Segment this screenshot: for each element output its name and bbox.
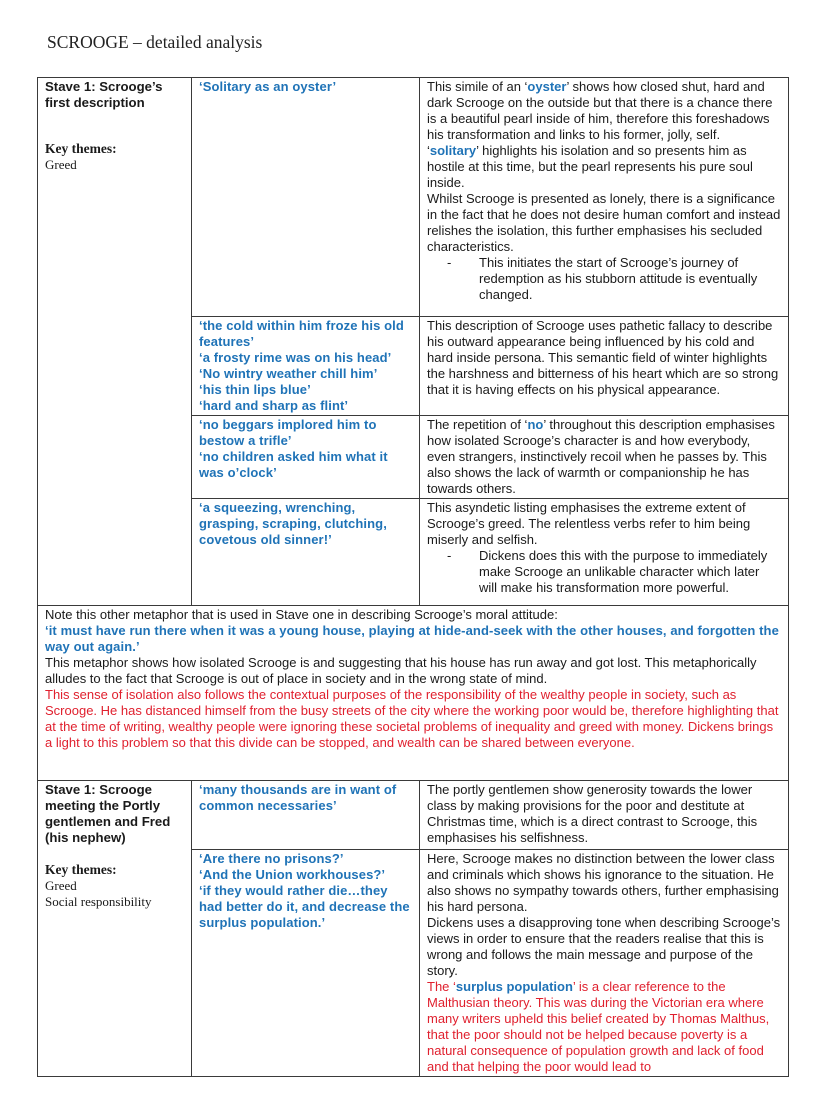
quote: ‘if they would rather die…they had better do it, and decrease the surplus population.’ <box>199 883 410 930</box>
stave-title: Stave 1: Scrooge meeting the Portly gentlemen and Fred (his nephew) <box>45 782 171 845</box>
analysis-paragraph: This asyndetic listing emphasises the extreme extent of Scrooge’s greed. The relentless verbs refer to him being miserly and selfish. <box>427 500 751 547</box>
quote: ‘Are there no prisons?’ <box>199 851 344 866</box>
analysis-cell <box>420 416 789 499</box>
note-analysis: This metaphor shows how isolated Scrooge is and suggesting that his house has run away and got lost. This metaphorically alludes to the fact that Scrooge is out of place in society and in the wrong state of mind. <box>45 655 757 686</box>
bullet-text: This initiates the start of Scrooge’s journey of redemption as his stubborn attitude is eventually changed. <box>479 255 758 302</box>
note-cell <box>38 606 789 781</box>
text: ’ throughout this description emphasises how isolated Scrooge’s character is and how everybody, even strangers, instinctively recoil when he passes by. This also shows the lack of warmth or companionship he has towards others. <box>427 417 775 496</box>
quote: ‘no children asked him what it was o’clock’ <box>199 449 388 480</box>
table-row <box>38 606 789 781</box>
section-header-cell <box>38 78 192 606</box>
analysis-cell <box>420 317 789 416</box>
key-theme: Greed <box>45 878 77 893</box>
note-intro: Note this other metaphor that is used in Stave one in describing Scrooge’s moral attitude: <box>45 607 558 622</box>
quote: ‘No wintry weather chill him’ <box>199 366 378 381</box>
text: ’ shows how closed shut, hard and dark Scrooge on the outside but that there is a chance there is a beautiful pearl inside of him, therefore this foreshadows his transformation and links to his former, jolly, self. <box>427 79 773 142</box>
text: This simile of an ‘ <box>427 79 528 94</box>
quote-cell <box>192 499 420 606</box>
key-theme: Social responsibility <box>45 894 152 909</box>
quote: ‘many thousands are in want of common necessaries’ <box>199 782 397 813</box>
text: The repetition of ‘ <box>427 417 528 432</box>
highlighted-quote: oyster <box>527 79 567 94</box>
analysis-paragraph <box>427 417 781 497</box>
quote: ‘a squeezing, wrenching, grasping, scraping, clutching, covetous old sinner!’ <box>199 500 387 547</box>
text: ’ highlights his isolation and so presents him as hostile at this time, but the pearl represents his pure soul inside. <box>427 143 753 190</box>
bullet-point <box>427 548 781 596</box>
table-row <box>38 781 789 850</box>
quote: ‘the cold within him froze his old features’ <box>199 318 404 349</box>
note-context: This sense of isolation also follows the contextual purposes of the responsibility of the wealthy people in society, such as Scrooge. He has distanced himself from the busy streets of the city where the working poor would be, therefore highlighting that at the time of writing, wealthy people were ignoring these societal problems of inequality and greed with money. Dickens brings a light to this problem so that this divide can be stopped, and wealth can be shared between everyone. <box>45 687 779 750</box>
analysis-cell <box>420 78 789 317</box>
quote: ‘hard and sharp as flint’ <box>199 398 349 413</box>
table-row <box>38 78 789 317</box>
document-title: SCROOGE – detailed analysis <box>47 32 263 52</box>
section-header-cell <box>38 781 192 1077</box>
analysis-paragraph <box>427 79 781 143</box>
analysis-paragraph <box>427 143 781 191</box>
quote: ‘his thin lips blue’ <box>199 382 311 397</box>
bullet-text: Dickens does this with the purpose to immediately make Scrooge an unlikable character which later will make his transformation more powerful. <box>479 548 768 595</box>
context-paragraph <box>427 979 781 1075</box>
key-theme: Greed <box>45 157 77 172</box>
text: ’ is a clear reference to the Malthusian theory. This was during the Victorian era where many writers upheld this belief created by Thomas Malthus, that the poor should not be helped because poverty is a natural consequence of population growth and lack of food and that helping the poor would lead to <box>427 979 770 1074</box>
analysis-table <box>37 77 789 1077</box>
analysis-paragraph: The portly gentlemen show generosity towards the lower class by making provisions for the poor and destitute at Christmas time, which is a direct contrast to Scrooge, this emphasises his selfishness. <box>427 782 758 845</box>
analysis-paragraph: Dickens uses a disapproving tone when describing Scrooge’s views in order to ensure that the readers realise that this is wrong and follows the main message and purpose of the story. <box>427 915 781 978</box>
quote-cell <box>192 416 420 499</box>
stave-title: Stave 1: Scrooge’s first description <box>45 79 163 110</box>
quote-cell <box>192 78 420 317</box>
note-quote: ‘it must have run there when it was a young house, playing at hide-and-seek with the other houses, and forgotten the way out again.’ <box>45 623 779 654</box>
quote-cell <box>192 781 420 850</box>
quote: ‘no beggars implored him to bestow a trifle’ <box>199 417 377 448</box>
quote-cell <box>192 317 420 416</box>
highlighted-quote: solitary <box>429 143 477 158</box>
analysis-paragraph: This description of Scrooge uses pathetic fallacy to describe his outward appearance being influenced by his cold and hard inside persona. This semantic field of winter highlights the harshness and bitterness of his heart which are so strong that it is having effects on his physical appearance. <box>427 318 779 397</box>
analysis-cell <box>420 850 789 1077</box>
analysis-cell <box>420 781 789 850</box>
analysis-paragraph: Here, Scrooge makes no distinction between the lower class and criminals which shows his ignorance to the situation. He also shows no sympathy towards others, further emphasising his hard persona. <box>427 851 779 914</box>
bullet-point <box>427 255 781 303</box>
analysis-paragraph: Whilst Scrooge is presented as lonely, there is a significance in the fact that he does not desire human comfort and instead relishes the isolation, this further emphasises his secluded characteristics. <box>427 191 781 254</box>
key-themes-label: Key themes: <box>45 141 117 156</box>
highlighted-quote: no <box>527 417 544 432</box>
key-themes-label: Key themes: <box>45 862 117 877</box>
highlighted-quote: surplus population <box>455 979 573 994</box>
dash-bullet-icon: - <box>447 255 452 270</box>
text: ‘ <box>427 143 430 158</box>
quote: ‘a frosty rime was on his head’ <box>199 350 392 365</box>
quote-cell <box>192 850 420 1077</box>
text: The ‘ <box>427 979 456 994</box>
dash-bullet-icon: - <box>447 548 452 563</box>
quote: ‘Solitary as an oyster’ <box>199 79 337 94</box>
analysis-cell <box>420 499 789 606</box>
quote: ‘And the Union workhouses?’ <box>199 867 386 882</box>
